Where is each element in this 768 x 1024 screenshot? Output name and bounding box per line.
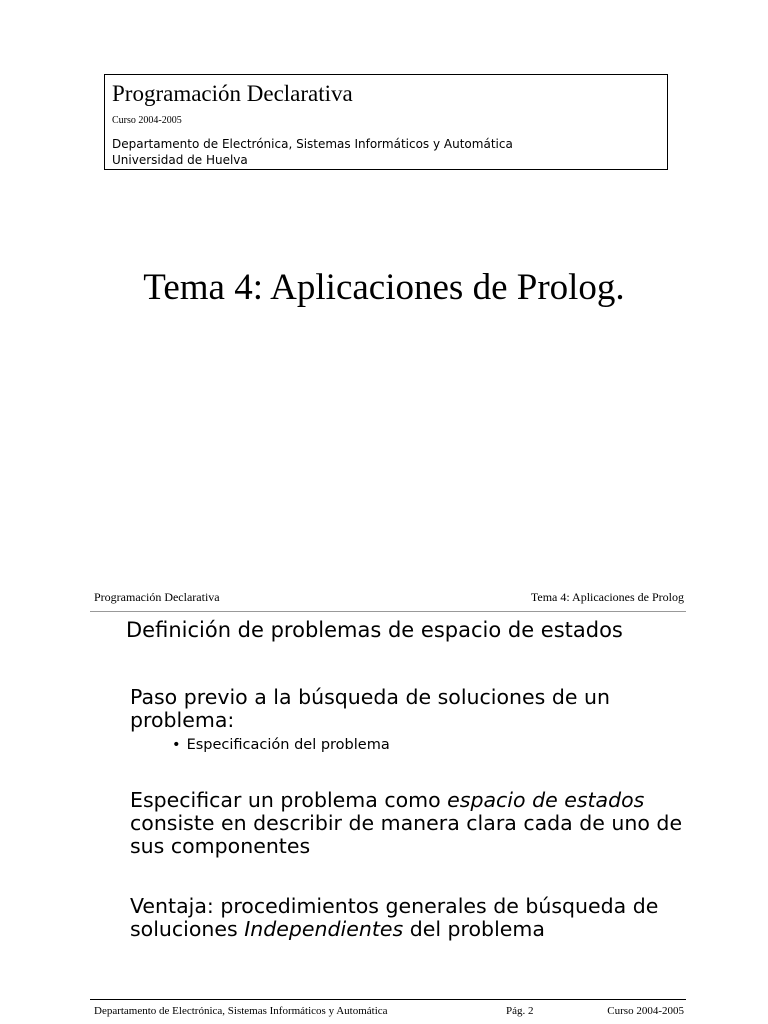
- footer-course: Curso 2004-2005: [607, 1005, 684, 1017]
- footer-department: Departamento de Electrónica, Sistemas Informáticos y Automática: [94, 1005, 388, 1017]
- running-header-left: Programación Declarativa: [94, 590, 220, 604]
- paragraph-text: del problema: [403, 917, 545, 941]
- section-heading: Definición de problemas de espacio de estados: [126, 618, 623, 642]
- header-university: Universidad de Huelva: [112, 153, 248, 167]
- emphasis-text: espacio de estados: [447, 788, 645, 812]
- header-title: Programación Declarativa: [112, 81, 353, 106]
- footer-divider: [90, 999, 686, 1000]
- bullet-item: [172, 737, 390, 753]
- header-divider: [90, 611, 686, 612]
- emphasis-text: Independientes: [244, 917, 404, 941]
- slide-title: Tema 4: Aplicaciones de Prolog.: [143, 267, 625, 308]
- paragraph-state-space: [130, 789, 690, 858]
- bullet-dot-icon: •: [172, 737, 181, 753]
- running-header-right: Tema 4: Aplicaciones de Prolog: [530, 590, 684, 604]
- paragraph-prior-step: Paso previo a la búsqueda de soluciones de un problema:: [130, 685, 610, 732]
- paragraph-text: Ventaja: procedimientos generales de búsqueda de soluciones: [130, 894, 659, 941]
- bullet-text: Especificación del problema: [186, 737, 390, 753]
- header-course: Curso 2004-2005: [112, 115, 182, 126]
- header-department: Departamento de Electrónica, Sistemas Informáticos y Automática: [112, 137, 513, 151]
- header-box: [104, 74, 668, 170]
- footer-page-number: Pág. 2: [506, 1005, 534, 1017]
- paragraph-text: consiste en describir de manera clara cada de uno de sus componentes: [130, 811, 683, 858]
- paragraph-text: Especificar un problema como: [130, 788, 448, 812]
- paragraph-advantage: [130, 895, 690, 941]
